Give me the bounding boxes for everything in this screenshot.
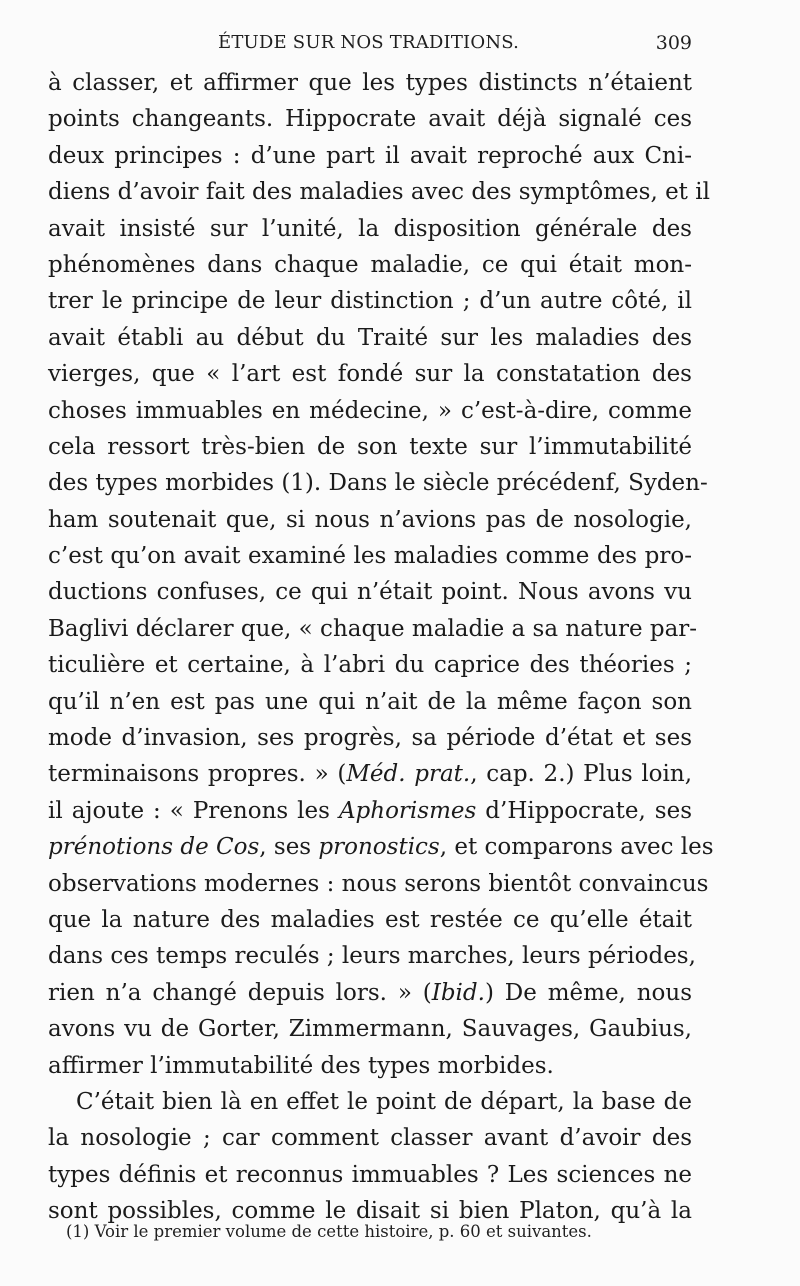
italic-title: Aphorismes (338, 797, 477, 824)
running-head (48, 30, 692, 58)
text-line (48, 975, 692, 1011)
italic-title: prénotions de Cos (48, 834, 260, 861)
italic-title: pronostics (318, 834, 440, 861)
text-line: des types morbides (1). Dans le siècle précédenf, Syden- (48, 470, 708, 497)
text-line: que la nature des maladies est restée ce qu’elle était (48, 906, 692, 933)
text-line: ticulière et certaine, à l’abri du caprice des théories ; (48, 652, 692, 679)
text-line (48, 829, 714, 865)
text-line: choses immuables en médecine, » c’est-à-dire, comme (48, 397, 692, 424)
italic-citation: Méd. prat. (346, 761, 471, 788)
text-line: qu’il n’en est pas une qui n’ait de la même façon son (48, 688, 692, 715)
text-line: à classer, et affirmer que les types distincts n’étaient (48, 70, 692, 96)
text-line (48, 756, 692, 792)
text-run: ) De même, nous (484, 979, 693, 1006)
text-line: ductions confuses, ce qui n’était point. Nous avons vu (48, 579, 692, 606)
running-title: ÉTUDE SUR NOS TRADITIONS. (218, 32, 520, 53)
text-line: c’est qu’on avait examiné les maladies comme des pro- (48, 543, 692, 570)
italic-citation: Ibid. (431, 979, 485, 1006)
text-line: C’était bien là en effet le point de départ, la base de (76, 1088, 692, 1115)
text-line (48, 793, 692, 829)
text-line: dans ces temps reculés ; leurs marches, leurs périodes, (48, 943, 696, 970)
text-line: la nosologie ; car comment classer avant d’avoir des (48, 1125, 692, 1152)
text-run: il ajoute : « Prenons les (48, 797, 339, 824)
text-line: trer le principe de leur distinction ; d’un autre côté, il (48, 288, 692, 315)
text-run: , ses (259, 834, 319, 861)
body-text (48, 65, 714, 1230)
text-run: , cap. 2.) Plus loin, (470, 761, 693, 788)
text-line: observations modernes : nous serons bientôt convaincus (48, 870, 709, 897)
text-line: ham soutenait que, si nous n’avions pas de nosologie, (48, 506, 692, 533)
text-line: points changeants. Hippocrate avait déjà signalé ces (48, 106, 692, 133)
text-run: terminaisons propres. » ( (48, 761, 347, 788)
footnote: (1) Voir le premier volume de cette histoire, p. 60 et suivantes. (66, 1222, 592, 1241)
text-line: affirmer l’immutabilité des types morbides. (48, 1052, 554, 1079)
text-run: , et comparons avec les (439, 834, 714, 861)
text-line: avons vu de Gorter, Zimmermann, Sauvages, Gaubius, (48, 1016, 692, 1043)
text-line: phénomènes dans chaque maladie, ce qui était mon- (48, 251, 692, 278)
text-line: types définis et reconnus immuables ? Les sciences ne (48, 1161, 692, 1188)
text-line: avait insisté sur l’unité, la disposition générale des (48, 215, 692, 242)
text-line: diens d’avoir fait des maladies avec des symptômes, et il (48, 179, 710, 206)
text-run: d’Hippocrate, ses (476, 797, 692, 824)
text-line: sont possibles, comme le disait si bien Platon, qu’à la (48, 1198, 692, 1225)
text-line: Baglivi déclarer que, « chaque maladie a sa nature par- (48, 615, 698, 642)
text-line: mode d’invasion, ses progrès, sa période d’état et ses (48, 725, 692, 752)
page-number: 309 (655, 32, 692, 54)
text-line: avait établi au début du Traité sur les maladies des (48, 324, 692, 351)
text-line: cela ressort très-bien de son texte sur l’immutabilité (48, 433, 692, 460)
text-run: rien n’a changé depuis lors. » ( (48, 979, 432, 1006)
text-line: deux principes : d’une part il avait reproché aux Cni- (48, 142, 692, 169)
text-line: vierges, que « l’art est fondé sur la constatation des (48, 361, 692, 388)
